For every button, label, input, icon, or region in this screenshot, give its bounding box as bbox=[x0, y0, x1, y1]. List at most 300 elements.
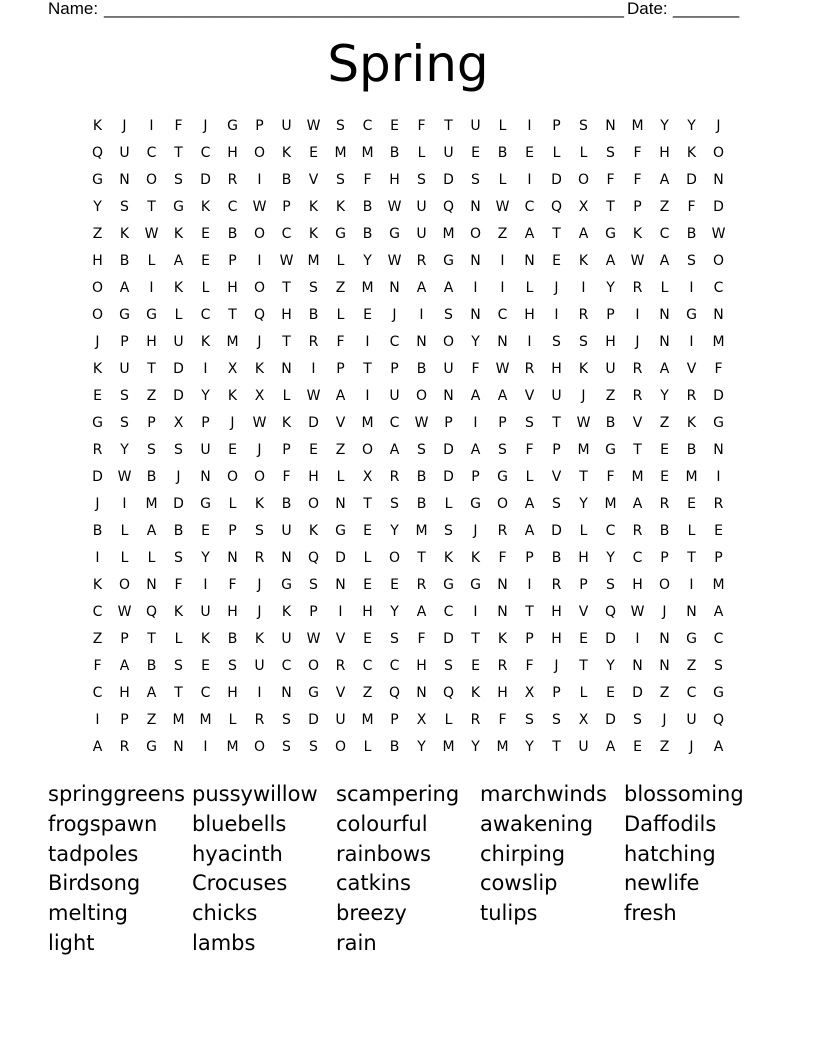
word-bank-item: rain bbox=[336, 930, 377, 955]
grid-letter: B bbox=[362, 225, 373, 242]
grid-letter: P bbox=[228, 522, 237, 539]
grid-letter: S bbox=[282, 711, 291, 728]
grid-letter: B bbox=[497, 144, 508, 161]
grid-letter: U bbox=[551, 387, 562, 404]
grid-letter: T bbox=[363, 495, 372, 512]
grid-letter: Y bbox=[363, 252, 372, 269]
grid-letter: L bbox=[147, 549, 156, 566]
grid-letter: Y bbox=[201, 387, 210, 404]
grid-letter: N bbox=[713, 441, 724, 458]
grid-letter: N bbox=[416, 333, 427, 350]
grid-letter: P bbox=[336, 360, 345, 377]
grid-letter: J bbox=[716, 117, 721, 134]
grid-letter: Q bbox=[253, 306, 266, 323]
grid-letter: F bbox=[417, 117, 426, 134]
word-bank-item: catkins bbox=[336, 871, 411, 896]
grid-letter: R bbox=[686, 387, 697, 404]
grid-letter: O bbox=[334, 738, 347, 755]
grid-letter: N bbox=[470, 198, 481, 215]
grid-letter: L bbox=[228, 711, 237, 728]
grid-letter: L bbox=[363, 738, 372, 755]
grid-letter: K bbox=[173, 603, 184, 620]
grid-letter: T bbox=[471, 630, 480, 647]
grid-letter: I bbox=[635, 306, 640, 323]
grid-letter: I bbox=[95, 549, 100, 566]
grid-letter: V bbox=[335, 414, 346, 431]
grid-letter: I bbox=[473, 414, 478, 431]
grid-letter: P bbox=[525, 630, 534, 647]
grid-letter: U bbox=[281, 522, 292, 539]
word-bank-item: Crocuses bbox=[192, 871, 288, 896]
grid-letter: D bbox=[173, 495, 184, 512]
grid-letter: K bbox=[578, 252, 589, 269]
grid-letter: V bbox=[524, 387, 535, 404]
grid-letter: J bbox=[257, 576, 262, 593]
grid-letter: D bbox=[308, 414, 319, 431]
grid-letter: K bbox=[281, 144, 292, 161]
grid-letter: A bbox=[713, 603, 724, 620]
grid-letter: D bbox=[632, 684, 643, 701]
grid-letter: M bbox=[712, 333, 725, 350]
grid-letter: F bbox=[174, 576, 183, 593]
grid-letter: D bbox=[605, 630, 616, 647]
grid-letter: N bbox=[335, 576, 346, 593]
grid-letter: E bbox=[201, 252, 210, 269]
grid-letter: I bbox=[311, 360, 316, 377]
grid-letter: K bbox=[92, 117, 103, 134]
grid-letter: G bbox=[470, 576, 481, 593]
grid-letter: Z bbox=[146, 711, 157, 728]
grid-letter: N bbox=[200, 468, 211, 485]
grid-letter: S bbox=[498, 441, 507, 458]
grid-letter: N bbox=[659, 657, 670, 674]
grid-letter: A bbox=[470, 441, 481, 458]
grid-letter: D bbox=[200, 171, 211, 188]
grid-letter: B bbox=[92, 522, 103, 539]
grid-letter: D bbox=[443, 171, 454, 188]
grid-letter: C bbox=[146, 144, 157, 161]
grid-letter: N bbox=[146, 576, 157, 593]
grid-letter: L bbox=[336, 252, 345, 269]
grid-letter: S bbox=[228, 657, 237, 674]
grid-letter: A bbox=[497, 387, 508, 404]
grid-letter: E bbox=[660, 468, 669, 485]
word-bank-item: hatching bbox=[624, 841, 716, 866]
word-bank-item: newlife bbox=[624, 871, 700, 896]
grid-letter: P bbox=[120, 630, 129, 647]
grid-letter: R bbox=[524, 360, 535, 377]
grid-letter: P bbox=[147, 414, 156, 431]
grid-letter: M bbox=[631, 468, 644, 485]
grid-letter: I bbox=[203, 576, 208, 593]
grid-letter: L bbox=[282, 387, 291, 404]
grid-letter: O bbox=[253, 279, 266, 296]
grid-letter: S bbox=[417, 441, 426, 458]
grid-letter: P bbox=[498, 414, 507, 431]
grid-letter: K bbox=[578, 360, 589, 377]
grid-letter: Z bbox=[92, 630, 103, 647]
grid-letter: C bbox=[362, 657, 373, 674]
grid-letter: W bbox=[630, 252, 645, 269]
grid-letter: G bbox=[281, 576, 292, 593]
grid-letter: T bbox=[525, 603, 534, 620]
grid-letter: I bbox=[365, 387, 370, 404]
grid-letter: T bbox=[174, 144, 183, 161]
grid-letter: Q bbox=[388, 684, 401, 701]
grid-letter: L bbox=[336, 306, 345, 323]
grid-letter: R bbox=[416, 576, 427, 593]
grid-letter: F bbox=[525, 441, 534, 458]
grid-letter: E bbox=[201, 225, 210, 242]
grid-letter: E bbox=[228, 441, 237, 458]
grid-letter: I bbox=[527, 117, 532, 134]
grid-letter: Y bbox=[606, 657, 615, 674]
grid-letter: C bbox=[659, 225, 670, 242]
grid-letter: P bbox=[255, 117, 264, 134]
grid-letter: O bbox=[253, 144, 266, 161]
grid-letter: P bbox=[282, 441, 291, 458]
grid-letter: F bbox=[525, 657, 534, 674]
grid-letter: R bbox=[632, 387, 643, 404]
word-bank-item: light bbox=[48, 930, 95, 955]
grid-letter: K bbox=[254, 495, 265, 512]
grid-letter: Q bbox=[307, 549, 320, 566]
grid-letter: D bbox=[551, 522, 562, 539]
grid-letter: H bbox=[551, 603, 562, 620]
word-bank-item: tadpoles bbox=[48, 841, 139, 866]
grid-letter: R bbox=[659, 495, 670, 512]
grid-letter: C bbox=[389, 657, 400, 674]
grid-letter: B bbox=[146, 468, 157, 485]
grid-letter: A bbox=[146, 522, 157, 539]
grid-letter: V bbox=[686, 360, 697, 377]
grid-letter: U bbox=[119, 360, 130, 377]
grid-letter: C bbox=[92, 603, 103, 620]
grid-letter: D bbox=[686, 171, 697, 188]
grid-letter: E bbox=[363, 306, 372, 323]
grid-letter: N bbox=[470, 306, 481, 323]
grid-letter: R bbox=[335, 657, 346, 674]
grid-letter: S bbox=[525, 711, 534, 728]
grid-letter: U bbox=[389, 387, 400, 404]
grid-letter: B bbox=[686, 225, 697, 242]
grid-letter: K bbox=[308, 522, 319, 539]
grid-letter: B bbox=[659, 522, 670, 539]
grid-letter: C bbox=[200, 684, 211, 701]
grid-letter: O bbox=[361, 441, 374, 458]
grid-letter: D bbox=[713, 198, 724, 215]
grid-letter: N bbox=[632, 657, 643, 674]
grid-letter: K bbox=[200, 630, 211, 647]
grid-letter: C bbox=[389, 414, 400, 431]
grid-letter: I bbox=[716, 468, 721, 485]
grid-letter: E bbox=[579, 630, 588, 647]
grid-letter: C bbox=[389, 333, 400, 350]
grid-letter: P bbox=[606, 306, 615, 323]
grid-letter: K bbox=[497, 630, 508, 647]
grid-letter: F bbox=[417, 630, 426, 647]
grid-letter: S bbox=[714, 657, 723, 674]
grid-letter: B bbox=[146, 657, 157, 674]
grid-letter: A bbox=[443, 279, 454, 296]
grid-letter: T bbox=[174, 684, 183, 701]
grid-letter: M bbox=[685, 468, 698, 485]
grid-letter: K bbox=[281, 603, 292, 620]
grid-letter: P bbox=[120, 711, 129, 728]
grid-letter: Y bbox=[417, 738, 426, 755]
grid-letter: O bbox=[91, 306, 104, 323]
grid-letter: Z bbox=[686, 657, 697, 674]
grid-letter: T bbox=[147, 360, 156, 377]
date-label: Date: bbox=[627, 0, 668, 18]
grid-letter: G bbox=[686, 306, 697, 323]
grid-letter: M bbox=[226, 738, 239, 755]
word-bank-item: colourful bbox=[336, 811, 428, 836]
grid-letter: V bbox=[335, 630, 346, 647]
grid-letter: K bbox=[173, 279, 184, 296]
grid-letter: A bbox=[524, 225, 535, 242]
grid-letter: Y bbox=[471, 333, 480, 350]
grid-letter: C bbox=[605, 522, 616, 539]
grid-letter: C bbox=[524, 198, 535, 215]
grid-letter: Z bbox=[659, 414, 670, 431]
grid-letter: L bbox=[660, 279, 669, 296]
grid-letter: K bbox=[308, 198, 319, 215]
grid-letter: O bbox=[253, 225, 266, 242]
grid-letter: L bbox=[120, 549, 129, 566]
grid-letter: Q bbox=[145, 603, 158, 620]
grid-letter: W bbox=[144, 225, 159, 242]
grid-letter: Y bbox=[660, 117, 669, 134]
word-bank-item: Birdsong bbox=[48, 871, 141, 896]
grid-letter: H bbox=[308, 468, 319, 485]
grid-letter: Z bbox=[497, 225, 508, 242]
grid-letter: H bbox=[362, 603, 373, 620]
grid-letter: A bbox=[524, 522, 535, 539]
grid-letter: Q bbox=[712, 711, 725, 728]
grid-letter: H bbox=[605, 333, 616, 350]
grid-letter: Z bbox=[335, 441, 346, 458]
grid-letter: Y bbox=[390, 522, 399, 539]
grid-letter: S bbox=[552, 711, 561, 728]
grid-letter: U bbox=[443, 144, 454, 161]
grid-letter: X bbox=[578, 198, 589, 215]
grid-letter: B bbox=[416, 360, 427, 377]
grid-letter: P bbox=[579, 576, 588, 593]
grid-letter: V bbox=[335, 684, 346, 701]
grid-letter: N bbox=[443, 387, 454, 404]
grid-letter: K bbox=[335, 198, 346, 215]
word-bank-item: cowslip bbox=[480, 871, 558, 896]
grid-letter: D bbox=[713, 387, 724, 404]
grid-letter: N bbox=[524, 252, 535, 269]
grid-letter: E bbox=[471, 657, 480, 674]
grid-letter: W bbox=[117, 468, 132, 485]
grid-letter: W bbox=[117, 603, 132, 620]
grid-letter: I bbox=[338, 603, 343, 620]
grid-letter: L bbox=[579, 684, 588, 701]
grid-letter: O bbox=[253, 468, 266, 485]
grid-letter: G bbox=[713, 414, 724, 431]
grid-letter: A bbox=[119, 279, 130, 296]
grid-letter: A bbox=[578, 225, 589, 242]
grid-letter: X bbox=[578, 711, 589, 728]
word-bank-item: pussywillow bbox=[192, 782, 318, 806]
grid-letter: R bbox=[119, 738, 130, 755]
grid-letter: E bbox=[714, 522, 723, 539]
grid-letter: S bbox=[120, 387, 129, 404]
grid-letter: S bbox=[525, 414, 534, 431]
grid-letter: B bbox=[362, 198, 373, 215]
grid-letter: P bbox=[714, 549, 723, 566]
grid-letter: D bbox=[443, 630, 454, 647]
grid-letter: E bbox=[363, 522, 372, 539]
word-bank-item: bluebells bbox=[192, 811, 287, 836]
grid-letter: E bbox=[552, 252, 561, 269]
grid-letter: S bbox=[552, 333, 561, 350]
grid-letter: N bbox=[713, 171, 724, 188]
grid-letter: N bbox=[659, 630, 670, 647]
name-field-line: _______________________________________________________ bbox=[104, 0, 625, 18]
grid-letter: I bbox=[527, 333, 532, 350]
grid-letter: T bbox=[417, 549, 426, 566]
grid-letter: J bbox=[95, 495, 100, 512]
grid-letter: H bbox=[119, 684, 130, 701]
grid-letter: S bbox=[687, 252, 696, 269]
grid-letter: W bbox=[711, 225, 726, 242]
grid-letter: M bbox=[442, 738, 455, 755]
grid-letter: A bbox=[119, 657, 130, 674]
grid-letter: E bbox=[390, 576, 399, 593]
grid-letter: Z bbox=[659, 198, 670, 215]
grid-letter: G bbox=[146, 738, 157, 755]
grid-letter: C bbox=[92, 684, 103, 701]
grid-letter: N bbox=[470, 252, 481, 269]
grid-letter: W bbox=[252, 198, 267, 215]
grid-letter: C bbox=[227, 198, 238, 215]
grid-letter: S bbox=[120, 198, 129, 215]
grid-letter: K bbox=[92, 360, 103, 377]
grid-letter: K bbox=[470, 684, 481, 701]
grid-letter: H bbox=[659, 144, 670, 161]
grid-letter: P bbox=[552, 117, 561, 134]
grid-letter: Z bbox=[362, 684, 373, 701]
grid-letter: U bbox=[173, 333, 184, 350]
grid-letter: S bbox=[174, 441, 183, 458]
grid-letter: W bbox=[387, 198, 402, 215]
grid-letter: R bbox=[254, 549, 265, 566]
grid-letter: C bbox=[713, 279, 724, 296]
grid-letter: L bbox=[444, 495, 453, 512]
grid-letter: I bbox=[203, 360, 208, 377]
grid-letter: D bbox=[605, 711, 616, 728]
grid-letter: O bbox=[307, 657, 320, 674]
grid-letter: L bbox=[363, 549, 372, 566]
grid-letter: L bbox=[444, 711, 453, 728]
grid-letter: N bbox=[281, 684, 292, 701]
grid-letter: U bbox=[200, 441, 211, 458]
grid-letter: G bbox=[146, 306, 157, 323]
grid-letter: J bbox=[257, 333, 262, 350]
grid-letter: W bbox=[306, 630, 321, 647]
grid-letter: G bbox=[92, 414, 103, 431]
grid-letter: K bbox=[119, 225, 130, 242]
grid-letter: O bbox=[712, 144, 725, 161]
grid-letter: J bbox=[635, 333, 640, 350]
grid-letter: L bbox=[201, 279, 210, 296]
grid-letter: H bbox=[524, 306, 535, 323]
grid-letter: G bbox=[443, 576, 454, 593]
grid-letter: A bbox=[659, 252, 670, 269]
grid-letter: F bbox=[282, 468, 291, 485]
grid-letter: I bbox=[149, 117, 154, 134]
grid-letter: H bbox=[227, 603, 238, 620]
grid-letter: P bbox=[309, 603, 318, 620]
grid-letter: S bbox=[552, 495, 561, 512]
grid-letter: E bbox=[309, 144, 318, 161]
grid-letter: R bbox=[254, 711, 265, 728]
grid-letter: I bbox=[527, 171, 532, 188]
grid-letter: D bbox=[551, 171, 562, 188]
grid-letter: G bbox=[497, 468, 508, 485]
grid-letter: B bbox=[227, 630, 238, 647]
grid-letter: X bbox=[227, 360, 238, 377]
grid-letter: T bbox=[552, 225, 561, 242]
grid-letter: F bbox=[471, 360, 480, 377]
grid-letter: I bbox=[257, 171, 262, 188]
grid-letter: X bbox=[524, 684, 535, 701]
grid-letter: I bbox=[689, 576, 694, 593]
grid-letter: U bbox=[281, 117, 292, 134]
grid-letter: P bbox=[390, 711, 399, 728]
grid-letter: J bbox=[662, 711, 667, 728]
grid-letter: R bbox=[227, 171, 238, 188]
grid-letter: Z bbox=[146, 387, 157, 404]
grid-letter: Y bbox=[579, 495, 588, 512]
grid-letter: A bbox=[335, 387, 346, 404]
grid-letter: A bbox=[416, 279, 427, 296]
grid-letter: K bbox=[281, 414, 292, 431]
grid-letter: J bbox=[554, 657, 559, 674]
grid-letter: U bbox=[470, 117, 481, 134]
grid-letter: W bbox=[306, 387, 321, 404]
grid-letter: N bbox=[281, 360, 292, 377]
grid-letter: H bbox=[497, 684, 508, 701]
grid-letter: T bbox=[228, 306, 237, 323]
grid-letter: G bbox=[605, 225, 616, 242]
grid-letter: C bbox=[443, 603, 454, 620]
grid-letter: P bbox=[444, 414, 453, 431]
grid-letter: I bbox=[581, 279, 586, 296]
grid-letter: L bbox=[498, 117, 507, 134]
grid-letter: R bbox=[416, 252, 427, 269]
grid-letter: J bbox=[122, 117, 127, 134]
grid-letter: G bbox=[713, 684, 724, 701]
grid-letter: J bbox=[95, 333, 100, 350]
grid-letter: B bbox=[605, 414, 616, 431]
grid-letter: B bbox=[389, 738, 400, 755]
grid-letter: V bbox=[308, 171, 319, 188]
grid-letter: Z bbox=[335, 279, 346, 296]
grid-letter: A bbox=[389, 441, 400, 458]
grid-letter: Y bbox=[525, 738, 534, 755]
grid-letter: P bbox=[552, 441, 561, 458]
grid-letter: S bbox=[579, 333, 588, 350]
grid-letter: H bbox=[551, 360, 562, 377]
grid-letter: P bbox=[660, 549, 669, 566]
grid-letter: J bbox=[257, 603, 262, 620]
grid-letter: E bbox=[660, 441, 669, 458]
